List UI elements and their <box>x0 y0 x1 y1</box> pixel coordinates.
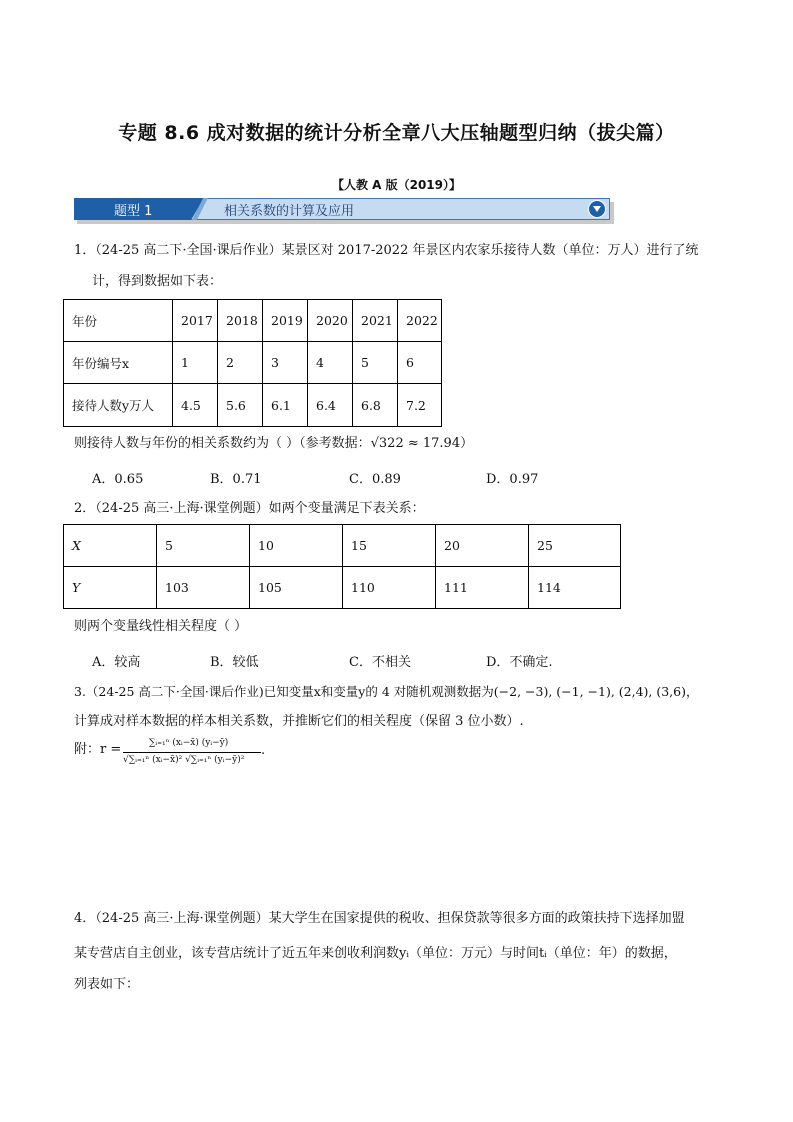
table-cell: 6 <box>398 342 442 384</box>
fraction-bar <box>123 752 261 753</box>
table-cell: 25 <box>529 525 621 567</box>
q2-option-c[interactable]: C．不相关 <box>349 655 411 670</box>
formula-numerator: ∑ᵢ₌₁ⁿ (xᵢ−x̄) (yᵢ−ȳ) <box>149 738 229 748</box>
table-row <box>64 567 621 609</box>
table-row <box>64 384 442 427</box>
table-cell: 111 <box>436 567 529 609</box>
q2-table <box>63 524 621 609</box>
page-title: 专题 8.6 成对数据的统计分析全章八大压轴题型归纳（拔尖篇） <box>118 122 675 144</box>
q4-text-line3: 列表如下： <box>74 977 140 992</box>
q1-question: 则接待人数与年份的相关系数约为（ ）（参考数据：√322 ≈ 17.94） <box>74 436 474 451</box>
q2-question: 则两个变量线性相关程度（ ） <box>74 619 248 634</box>
table-cell: 2017 <box>173 300 218 342</box>
q4-text-line1: 4．（24-25 高三·上海·课堂例题）某大学生在国家提供的税收、担保贷款等很多方面的政策扶持下选择加盟 <box>74 911 685 926</box>
table-cell: 5 <box>157 525 250 567</box>
edition-label: 【人教 A 版（2019）】 <box>331 178 462 192</box>
q1-table <box>63 299 442 427</box>
table-cell: 年份 <box>64 300 173 342</box>
table-cell: 6.1 <box>263 384 308 427</box>
q1-option-b[interactable]: B．0.71 <box>210 472 262 487</box>
table-cell: 2019 <box>263 300 308 342</box>
table-cell: 7.2 <box>398 384 442 427</box>
table-cell: 105 <box>250 567 343 609</box>
table-cell: 2020 <box>308 300 353 342</box>
formula-denominator: √∑ᵢ₌₁ⁿ (xᵢ−x̄)² √∑ᵢ₌₁ⁿ (yᵢ−ȳ)² <box>123 755 245 765</box>
q1-option-d[interactable]: D．0.97 <box>486 472 539 487</box>
q1-option-a[interactable]: A．0.65 <box>92 472 144 487</box>
table-cell: 5.6 <box>218 384 263 427</box>
table-cell: 1 <box>173 342 218 384</box>
formula-end: . <box>261 743 266 758</box>
table-cell: 6.8 <box>353 384 398 427</box>
table-row <box>64 300 442 342</box>
q1-option-c[interactable]: C．0.89 <box>349 472 401 487</box>
table-row <box>64 525 621 567</box>
section-banner <box>74 198 614 226</box>
q2-option-d[interactable]: D．不确定. <box>486 655 553 670</box>
table-cell: 5 <box>353 342 398 384</box>
table-cell: 2021 <box>353 300 398 342</box>
banner-tag: 题型 1 <box>114 204 153 219</box>
table-cell: 20 <box>436 525 529 567</box>
formula-prefix: 附：r = <box>74 742 122 757</box>
table-cell: 2 <box>218 342 263 384</box>
table-cell: 6.4 <box>308 384 353 427</box>
q4-text-line2: 某专营店自主创业，该专营店统计了近五年来创收利润数yᵢ（单位：万元）与时间tᵢ（单位：年）的数据， <box>74 946 677 961</box>
banner-topic: 相关系数的计算及应用 <box>224 204 355 219</box>
q2-text-line1: 2．（24-25 高三·上海·课堂例题）如两个变量满足下表关系： <box>74 501 425 516</box>
table-cell: 103 <box>157 567 250 609</box>
table-cell: 10 <box>250 525 343 567</box>
q2-option-b[interactable]: B．较低 <box>210 655 259 670</box>
table-cell: 15 <box>343 525 436 567</box>
table-cell: 114 <box>529 567 621 609</box>
q1-text-line1: 1．（24-25 高二下·全国·课后作业）某景区对 2017-2022 年景区内农家乐接待人数（单位：万人）进行了统 <box>74 243 699 258</box>
table-cell: 接待人数y万人 <box>64 384 173 427</box>
table-row <box>64 342 442 384</box>
correlation-formula <box>74 738 121 757</box>
table-cell: 年份编号x <box>64 342 173 384</box>
table-cell: 2022 <box>398 300 442 342</box>
q1-text-line2: 计，得到数据如下表： <box>92 274 223 289</box>
table-cell: 4 <box>308 342 353 384</box>
table-cell: Y <box>64 567 157 609</box>
table-cell: 3 <box>263 342 308 384</box>
chevron-down-icon[interactable] <box>588 200 606 218</box>
table-cell: 110 <box>343 567 436 609</box>
table-cell: X <box>64 525 157 567</box>
q3-text-line2: 计算成对样本数据的样本相关系数，并推断它们的相关程度（保留 3 位小数）. <box>74 714 524 729</box>
table-cell: 2018 <box>218 300 263 342</box>
q3-text-line1: 3.（24-25 高二下·全国·课后作业)已知变量x和变量y的 4 对随机观测数据为(−2, −3), (−1, −1), (2,4), (3,6)， <box>74 684 699 699</box>
q2-option-a[interactable]: A．较高 <box>92 655 141 670</box>
table-cell: 4.5 <box>173 384 218 427</box>
